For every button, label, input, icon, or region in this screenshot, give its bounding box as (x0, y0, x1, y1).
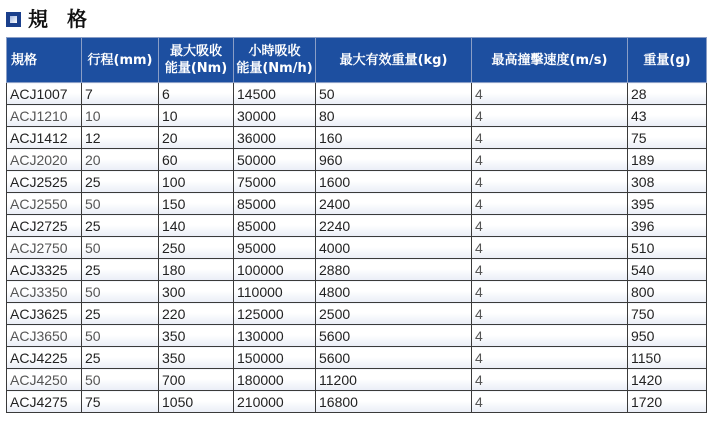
table-row (7, 369, 707, 391)
cell-max-energy: 60 (159, 149, 234, 171)
cell-weight: 1420 (628, 369, 707, 391)
column-header-line: 能量(Nm/h) (236, 61, 313, 76)
cell-max-energy: 180 (159, 259, 234, 281)
cell-max-impact-speed: 4 (472, 391, 628, 413)
cell-weight: 28 (628, 83, 707, 105)
cell-max-effective-weight: 4000 (316, 237, 472, 259)
cell-max-energy: 1050 (159, 391, 234, 413)
section-header (6, 6, 93, 32)
cell-max-impact-speed: 4 (472, 369, 628, 391)
cell-stroke: 50 (82, 325, 159, 347)
cell-model: ACJ2020 (7, 149, 82, 171)
cell-max-impact-speed: 4 (472, 105, 628, 127)
cell-weight: 510 (628, 237, 707, 259)
cell-stroke: 25 (82, 259, 159, 281)
cell-weight: 800 (628, 281, 707, 303)
table-row (7, 325, 707, 347)
table-row (7, 215, 707, 237)
cell-hourly-energy: 110000 (234, 281, 316, 303)
column-header-line: 最高撞擊速度(m/s) (491, 52, 608, 68)
cell-max-energy: 20 (159, 127, 234, 149)
column-header-max-energy (159, 38, 234, 83)
table-row (7, 193, 707, 215)
cell-model: ACJ1007 (7, 83, 82, 105)
cell-stroke: 50 (82, 369, 159, 391)
cell-model: ACJ2725 (7, 215, 82, 237)
table-row (7, 83, 707, 105)
cell-max-energy: 150 (159, 193, 234, 215)
cell-model: ACJ4250 (7, 369, 82, 391)
cell-weight: 1150 (628, 347, 707, 369)
cell-weight: 75 (628, 127, 707, 149)
cell-max-energy: 10 (159, 105, 234, 127)
cell-max-energy: 250 (159, 237, 234, 259)
cell-max-impact-speed: 4 (472, 281, 628, 303)
column-header-hourly-energy (234, 38, 316, 83)
cell-weight: 750 (628, 303, 707, 325)
cell-stroke: 25 (82, 171, 159, 193)
cell-model: ACJ2550 (7, 193, 82, 215)
cell-weight: 396 (628, 215, 707, 237)
cell-max-effective-weight: 1600 (316, 171, 472, 193)
cell-hourly-energy: 150000 (234, 347, 316, 369)
table-row (7, 303, 707, 325)
cell-weight: 395 (628, 193, 707, 215)
cell-max-effective-weight: 16800 (316, 391, 472, 413)
cell-stroke: 50 (82, 237, 159, 259)
cell-model: ACJ2525 (7, 171, 82, 193)
column-header-line: 規格 (11, 52, 38, 68)
cell-max-effective-weight: 5600 (316, 347, 472, 369)
cell-max-impact-speed: 4 (472, 193, 628, 215)
table-row (7, 237, 707, 259)
column-header-line: 最大吸收 (169, 44, 222, 59)
cell-max-impact-speed: 4 (472, 325, 628, 347)
cell-hourly-energy: 14500 (234, 83, 316, 105)
cell-max-impact-speed: 4 (472, 303, 628, 325)
cell-weight: 43 (628, 105, 707, 127)
cell-hourly-energy: 85000 (234, 215, 316, 237)
cell-max-effective-weight: 80 (316, 105, 472, 127)
table-row (7, 259, 707, 281)
cell-max-impact-speed: 4 (472, 83, 628, 105)
cell-stroke: 25 (82, 347, 159, 369)
table-row (7, 105, 707, 127)
square-bullet-icon (6, 12, 21, 27)
cell-stroke: 7 (82, 83, 159, 105)
table-row (7, 127, 707, 149)
column-header-model (7, 38, 82, 83)
cell-hourly-energy: 30000 (234, 105, 316, 127)
cell-max-impact-speed: 4 (472, 259, 628, 281)
cell-max-energy: 6 (159, 83, 234, 105)
cell-stroke: 20 (82, 149, 159, 171)
cell-hourly-energy: 210000 (234, 391, 316, 413)
cell-max-effective-weight: 50 (316, 83, 472, 105)
cell-hourly-energy: 50000 (234, 149, 316, 171)
cell-stroke: 12 (82, 127, 159, 149)
cell-model: ACJ2750 (7, 237, 82, 259)
section-title: 規 格 (28, 7, 93, 31)
cell-max-effective-weight: 2880 (316, 259, 472, 281)
table-row (7, 347, 707, 369)
cell-weight: 1720 (628, 391, 707, 413)
cell-model: ACJ3650 (7, 325, 82, 347)
cell-max-energy: 100 (159, 171, 234, 193)
cell-weight: 189 (628, 149, 707, 171)
table-header-row (7, 38, 707, 83)
spec-table (6, 37, 707, 413)
cell-hourly-energy: 85000 (234, 193, 316, 215)
cell-max-energy: 140 (159, 215, 234, 237)
cell-max-impact-speed: 4 (472, 127, 628, 149)
cell-max-impact-speed: 4 (472, 347, 628, 369)
column-header-line: 能量(Nm) (164, 61, 228, 76)
column-header-weight (628, 38, 707, 83)
cell-model: ACJ3325 (7, 259, 82, 281)
cell-max-effective-weight: 2500 (316, 303, 472, 325)
cell-max-impact-speed: 4 (472, 215, 628, 237)
cell-stroke: 25 (82, 303, 159, 325)
cell-max-effective-weight: 4800 (316, 281, 472, 303)
column-header-max-effective-weight (316, 38, 472, 83)
cell-max-energy: 350 (159, 347, 234, 369)
table-row (7, 171, 707, 193)
cell-max-effective-weight: 2400 (316, 193, 472, 215)
cell-max-energy: 220 (159, 303, 234, 325)
cell-max-effective-weight: 160 (316, 127, 472, 149)
cell-hourly-energy: 125000 (234, 303, 316, 325)
cell-model: ACJ4275 (7, 391, 82, 413)
column-header-line: 最大有效重量(kg) (339, 52, 448, 68)
cell-model: ACJ1412 (7, 127, 82, 149)
cell-model: ACJ1210 (7, 105, 82, 127)
cell-hourly-energy: 130000 (234, 325, 316, 347)
cell-max-energy: 350 (159, 325, 234, 347)
cell-max-effective-weight: 960 (316, 149, 472, 171)
cell-weight: 540 (628, 259, 707, 281)
cell-hourly-energy: 95000 (234, 237, 316, 259)
cell-hourly-energy: 36000 (234, 127, 316, 149)
cell-model: ACJ3625 (7, 303, 82, 325)
table-row (7, 149, 707, 171)
column-header-line: 小時吸收 (248, 44, 301, 59)
column-header-line: 行程(mm) (87, 52, 153, 68)
cell-stroke: 75 (82, 391, 159, 413)
cell-weight: 308 (628, 171, 707, 193)
cell-max-impact-speed: 4 (472, 171, 628, 193)
table-row (7, 391, 707, 413)
cell-model: ACJ3350 (7, 281, 82, 303)
cell-stroke: 10 (82, 105, 159, 127)
cell-hourly-energy: 180000 (234, 369, 316, 391)
cell-stroke: 50 (82, 281, 159, 303)
cell-max-energy: 700 (159, 369, 234, 391)
cell-max-impact-speed: 4 (472, 237, 628, 259)
cell-max-effective-weight: 11200 (316, 369, 472, 391)
cell-hourly-energy: 75000 (234, 171, 316, 193)
cell-max-impact-speed: 4 (472, 149, 628, 171)
column-header-line: 重量(g) (643, 52, 691, 68)
cell-max-energy: 300 (159, 281, 234, 303)
column-header-stroke (82, 38, 159, 83)
cell-stroke: 25 (82, 215, 159, 237)
table-body (7, 83, 707, 413)
cell-max-effective-weight: 2240 (316, 215, 472, 237)
cell-weight: 950 (628, 325, 707, 347)
cell-model: ACJ4225 (7, 347, 82, 369)
cell-hourly-energy: 100000 (234, 259, 316, 281)
cell-max-effective-weight: 5600 (316, 325, 472, 347)
table-row (7, 281, 707, 303)
cell-stroke: 50 (82, 193, 159, 215)
column-header-max-impact-speed (472, 38, 628, 83)
